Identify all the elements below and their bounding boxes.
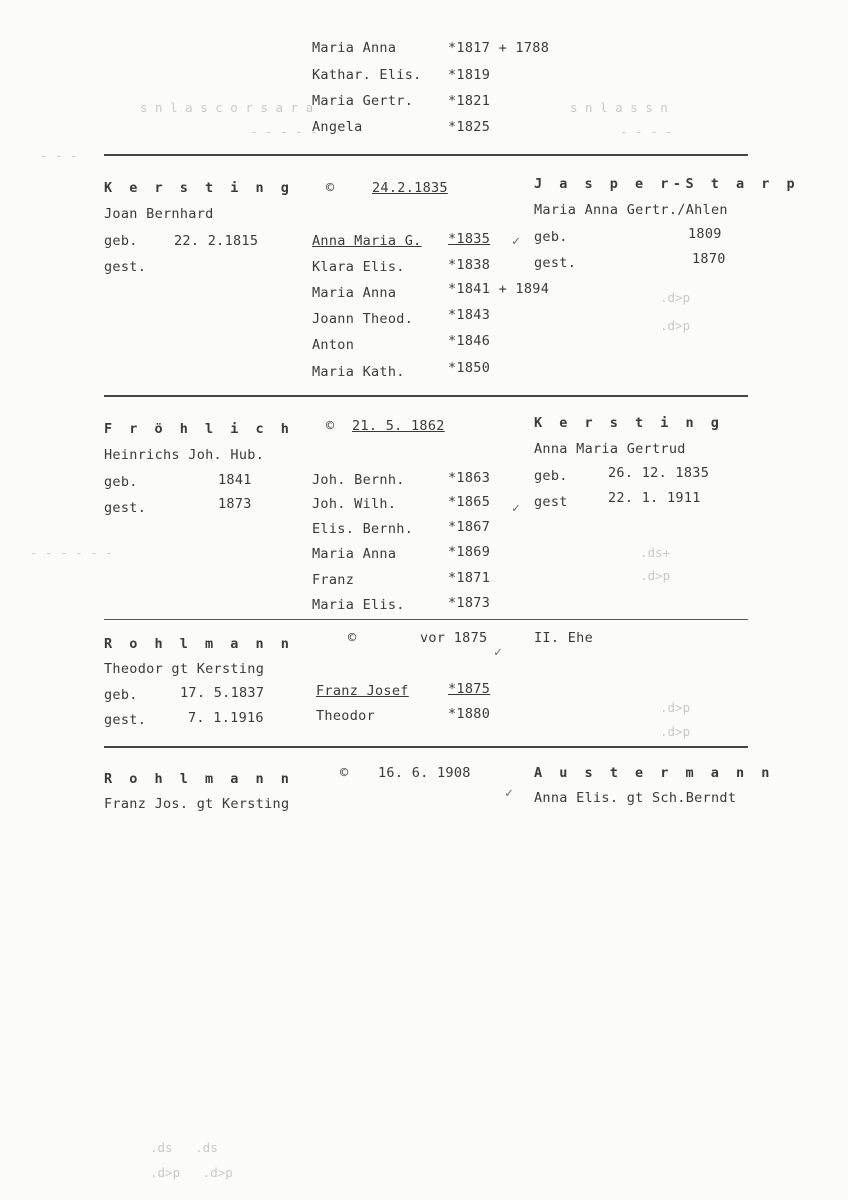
section-divider (104, 619, 748, 620)
check-mark-icon: ✓ (512, 234, 520, 249)
husband-died-label: gest. (104, 500, 147, 516)
marriage-symbol: © (340, 765, 349, 781)
child-info: *1838 (448, 257, 491, 273)
wife-surname: J a s p e r-S t a r p (534, 176, 800, 192)
wife-born-label: geb. (534, 229, 568, 245)
child-info: *1867 (448, 519, 491, 535)
bleed-through-text: - - - - - - (30, 545, 113, 560)
wife-born-date: 1809 (688, 226, 722, 242)
child-name: Maria Elis. (312, 597, 405, 613)
wife-died-label: gest. (534, 255, 577, 271)
bleed-through-text: - - - - (620, 124, 673, 139)
husband-surname: R o h l m a n n (104, 636, 294, 652)
bleed-through-text: - - - - - (250, 124, 318, 139)
husband-born-label: geb. (104, 687, 138, 703)
child-name: Joh. Wilh. (312, 496, 397, 512)
husband-died-date: 7. 1.1916 (188, 710, 264, 726)
bleed-through-text: s n l a s s n (570, 100, 668, 115)
child-info: *1875 (448, 681, 491, 697)
wife-died-label: gest (534, 494, 568, 510)
child-info: *1863 (448, 470, 491, 486)
wife-given-name: Maria Anna Gertr./Ahlen (534, 202, 728, 218)
husband-born-label: geb. (104, 233, 138, 249)
child-info: *1846 (448, 333, 491, 349)
husband-born-date: 22. 2.1815 (174, 233, 259, 249)
child-info: *1817 + 1788 (448, 40, 550, 56)
child-info: *1843 (448, 307, 491, 323)
bleed-through-text: .ds+ (640, 545, 671, 560)
child-name: Klara Elis. (312, 259, 405, 275)
child-info: *1873 (448, 595, 491, 611)
wife-given-name: Anna Elis. gt Sch.Berndt (534, 790, 737, 806)
bleed-through-text: .ds .ds (150, 1140, 218, 1155)
marriage-date: 16. 6. 1908 (378, 765, 471, 781)
husband-born-label: geb. (104, 474, 138, 490)
section-divider (104, 746, 748, 748)
check-mark-icon: ✓ (494, 645, 502, 660)
child-info: *1835 (448, 231, 491, 247)
wife-born-label: geb. (534, 468, 568, 484)
child-info: *1865 (448, 494, 491, 510)
bleed-through-text: .d>p (660, 318, 691, 333)
child-info: *1841 + 1894 (448, 281, 550, 297)
child-name: Maria Gertr. (312, 93, 414, 109)
wife-died-date: 22. 1. 1911 (608, 490, 701, 506)
section-divider (104, 154, 748, 156)
marriage-symbol: © (326, 418, 335, 434)
wife-surname: A u s t e r m a n n (534, 765, 774, 781)
child-name: Maria Anna (312, 546, 397, 562)
wife-given-name: Anna Maria Gertrud (534, 441, 686, 457)
child-name: Maria Kath. (312, 364, 405, 380)
child-name: Kathar. Elis. (312, 67, 422, 83)
marriage-symbol: © (326, 180, 335, 196)
child-name: Joann Theod. (312, 311, 414, 327)
bleed-through-text: .d>p .d>p (150, 1165, 233, 1180)
husband-born-date: 17. 5.1837 (180, 685, 265, 701)
husband-surname: R o h l m a n n (104, 771, 294, 787)
child-info: *1819 (448, 67, 491, 83)
bleed-through-text: .d>p (660, 724, 691, 739)
husband-died-label: gest. (104, 259, 147, 275)
husband-died-date: 1873 (218, 496, 252, 512)
husband-given-name: Heinrichs Joh. Hub. (104, 447, 265, 463)
child-name: Anna Maria G. (312, 233, 422, 249)
bleed-through-text: .d>p (640, 568, 671, 583)
check-mark-icon: ✓ (505, 786, 513, 801)
husband-surname: F r ö h l i c h (104, 421, 294, 437)
check-mark-icon: ✓ (512, 501, 520, 516)
child-info: *1871 (448, 570, 491, 586)
husband-given-name: Theodor gt Kersting (104, 661, 265, 677)
wife-surname: K e r s t i n g (534, 415, 724, 431)
wife-died-date: 1870 (692, 251, 726, 267)
marriage-date: 24.2.1835 (372, 180, 448, 196)
second-marriage-note: II. Ehe (534, 630, 593, 646)
child-name: Maria Anna (312, 40, 397, 56)
bleed-through-text: .d>p (660, 290, 691, 305)
marriage-symbol: © (348, 630, 357, 646)
husband-given-name: Joan Bernhard (104, 206, 214, 222)
child-info: *1825 (448, 119, 491, 135)
husband-surname: K e r s t i n g (104, 180, 294, 196)
bleed-through-text: - - - (40, 148, 78, 163)
bleed-through-text: s n l a s c o r s a r a (140, 100, 314, 115)
marriage-date: vor 1875 (420, 630, 488, 646)
child-info: *1880 (448, 706, 491, 722)
marriage-date: 21. 5. 1862 (352, 418, 445, 434)
child-name: Theodor (316, 708, 375, 724)
section-divider (104, 395, 748, 397)
child-name: Maria Anna (312, 285, 397, 301)
child-name: Anton (312, 337, 355, 353)
husband-given-name: Franz Jos. gt Kersting (104, 796, 290, 812)
child-info: *1869 (448, 544, 491, 560)
wife-born-date: 26. 12. 1835 (608, 465, 710, 481)
child-name: Franz (312, 572, 355, 588)
child-info: *1821 (448, 93, 491, 109)
bleed-through-text: .d>p (660, 700, 691, 715)
child-name: Joh. Bernh. (312, 472, 405, 488)
child-name: Elis. Bernh. (312, 521, 414, 537)
husband-died-label: gest. (104, 712, 147, 728)
husband-born-date: 1841 (218, 472, 252, 488)
child-name: Franz Josef (316, 683, 409, 699)
child-info: *1850 (448, 360, 491, 376)
child-name: Angela (312, 119, 363, 135)
